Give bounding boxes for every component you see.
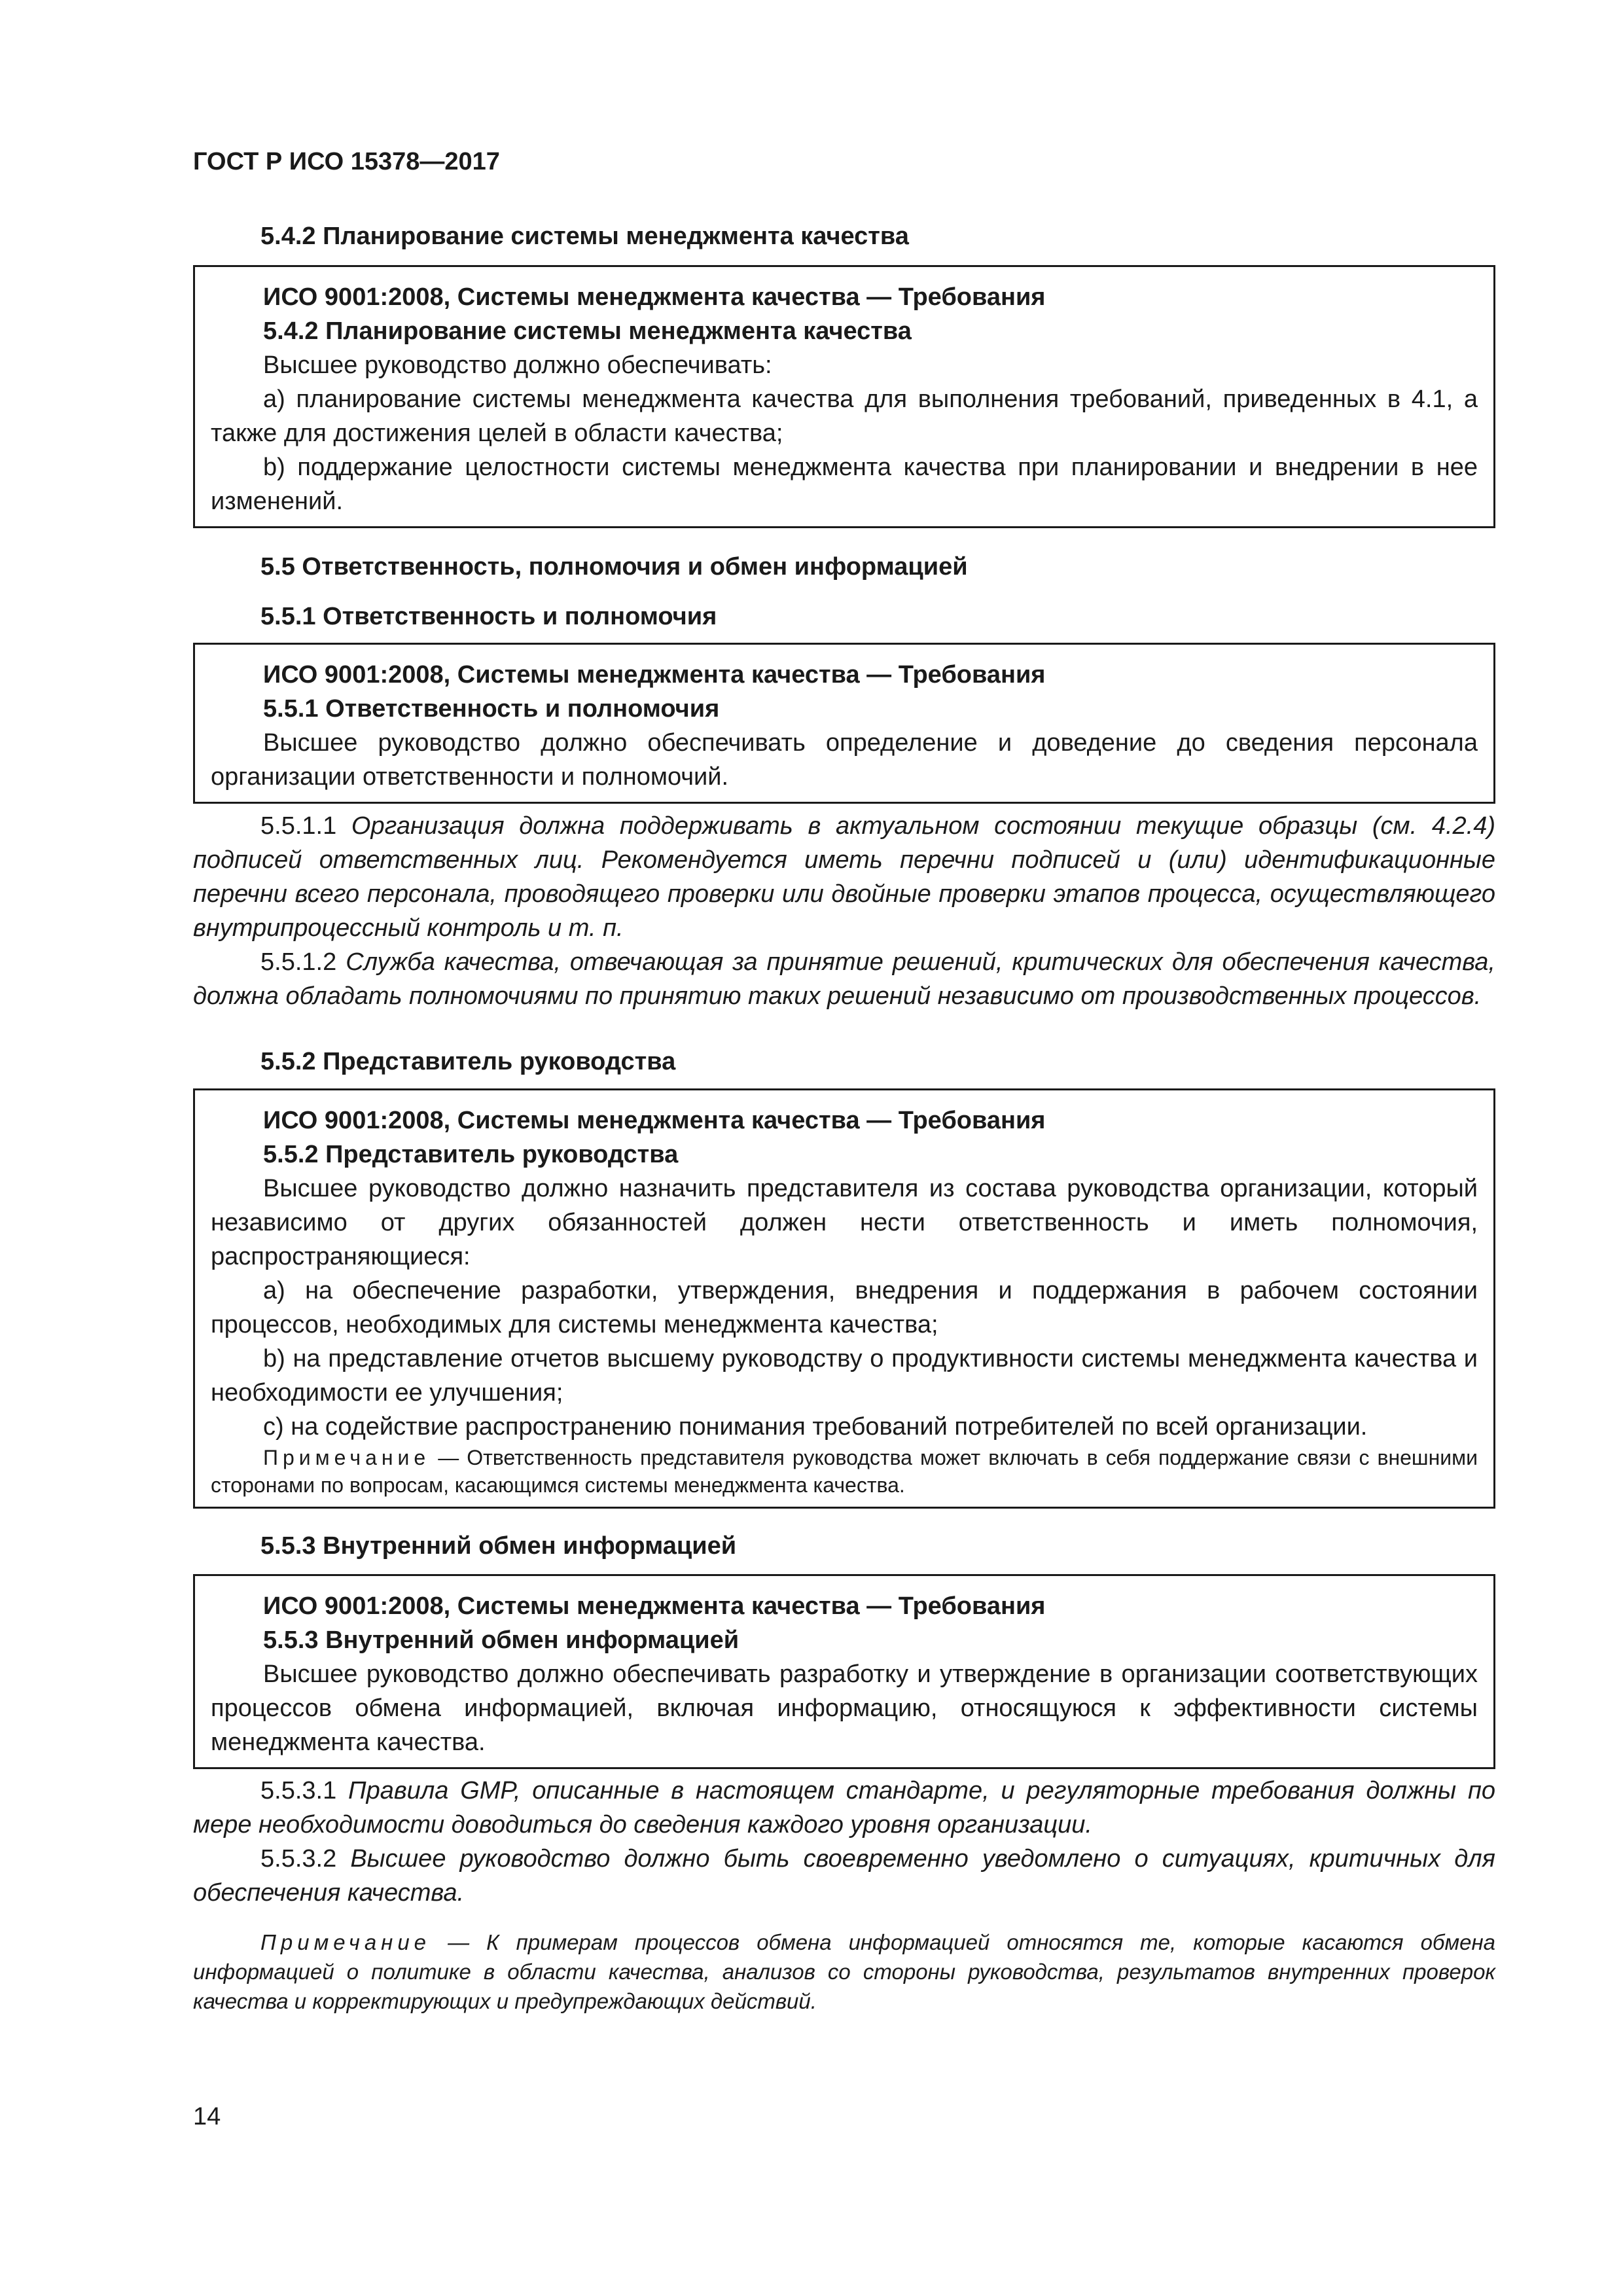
box-item: b) поддержание целостности системы менеджмента качества при планировании и внедрении в нее изменений.: [211, 454, 1478, 515]
quote-box-5-5-1: [193, 643, 1495, 804]
quote-box-5-5-2: [193, 1088, 1495, 1509]
section-heading: 5.5 Ответственность, полномочия и обмен информацией: [260, 553, 968, 581]
box-title: ИСО 9001:2008, Системы менеджмента качества — Требования: [263, 1592, 1046, 1620]
section-5-5-2: [193, 1045, 1495, 1079]
section-5-5-3: [193, 1529, 1495, 1563]
box-item: а) планирование системы менеджмента качества для выполнения требований, приведенных в 4.1, а также для достижения целей в области качества;: [211, 386, 1478, 447]
section-5-5: [193, 550, 1495, 584]
paragraph-text: Организация должна поддерживать в актуальном состоянии текущие образцы (см. 4.2.4) подписей ответственных лиц. Рекомендуется иметь перечни подписей и (или) идентификационные перечни всего персонала, проводящего проверки или двойные проверки этапов процесса, осуществляющего внутрипроцессный контроль и т. п.: [193, 812, 1495, 942]
document-header: ГОСТ Р ИСО 15378—2017: [193, 148, 500, 175]
section-heading: 5.5.1 Ответственность и полномочия: [260, 603, 717, 630]
paragraph-text: Высшее руководство должно быть своевременно уведомлено о ситуациях, критичных для обеспечения качества.: [193, 1845, 1495, 1907]
box-text: Высшее руководство должно обеспечивать определение и доведение до сведения персонала организации ответственности и полномочий.: [211, 729, 1478, 791]
quote-box: [193, 1574, 1495, 1769]
quote-box: [193, 643, 1495, 804]
note-text: — Ответственность представителя руководства может включать в себя поддержание связи с внешними сторонами по вопросам, касающимся системы менеджмента качества.: [211, 1446, 1478, 1497]
section-heading: 5.4.2 Планирование системы менеджмента качества: [260, 223, 909, 250]
note-label: Примечание: [260, 1930, 431, 1954]
note-text: — К примерам процессов обмена информацией относятся те, которые касаются обмена информацией о политике в области качества, анализов со стороны руководства, результатов внутренних проверок качества и корректирующих и предупреждающих действий.: [193, 1930, 1495, 2013]
quote-box-5-4-2: [193, 265, 1495, 528]
box-text: Высшее руководство должно назначить представителя из состава руководства организации, который независимо от других обязанностей должен нести ответственность и иметь полномочия, распространяющиеся:: [211, 1175, 1478, 1270]
paragraph-number: 5.5.1.2: [260, 948, 337, 976]
section-heading: 5.5.3 Внутренний обмен информацией: [260, 1532, 737, 1560]
box-item: b) на представление отчетов высшему руководству о продуктивности системы менеджмента качества и необходимости ее улучшения;: [211, 1345, 1478, 1407]
paragraph-number: 5.5.1.1: [260, 812, 337, 840]
page-number: 14: [193, 2103, 221, 2130]
box-title: ИСО 9001:2008, Системы менеджмента качества — Требования: [263, 1107, 1046, 1134]
paragraph-number: 5.5.3.2: [260, 1845, 337, 1873]
box-subtitle: 5.5.2 Представитель руководства: [263, 1141, 679, 1168]
box-note: [211, 1444, 1478, 1499]
section-heading: 5.5.2 Представитель руководства: [260, 1048, 676, 1075]
section-5-4-2: [193, 219, 1495, 253]
paragraph-5-5-1-2: [193, 945, 1495, 1013]
box-item: а) на обеспечение разработки, утверждения, внедрения и поддержания в рабочем состоянии процессов, необходимых для системы менеджмента качества;: [211, 1277, 1478, 1338]
paragraphs-5-5-3: [193, 1774, 1495, 1910]
paragraph-number: 5.5.3.1: [260, 1777, 337, 1804]
box-subtitle: 5.5.3 Внутренний обмен информацией: [263, 1626, 740, 1654]
box-subtitle: 5.4.2 Планирование системы менеджмента качества: [263, 317, 912, 345]
paragraph-5-5-3-1: [193, 1774, 1495, 1842]
paragraph-text: Служба качества, отвечающая за принятие решений, критических для обеспечения качества, должна обладать полномочиями по принятию таких решений независимо от производственных процессов.: [193, 948, 1495, 1010]
section-5-5-1: [193, 600, 1495, 634]
paragraph-5-5-1-1: [193, 809, 1495, 945]
box-title: ИСО 9001:2008, Системы менеджмента качества — Требования: [263, 661, 1046, 689]
box-text: Высшее руководство должно обеспечивать разработку и утверждение в организации соответствующих процессов обмена информацией, включая информацию, относящуюся к эффективности системы менеджмента качества.: [211, 1660, 1478, 1756]
paragraphs-5-5-1: [193, 809, 1495, 1013]
box-item: с) на содействие распространению понимания требований потребителей по всей организации.: [263, 1413, 1368, 1441]
paragraph-text: Правила GMP, описанные в настоящем стандарте, и регуляторные требования должны по мере необходимости доводиться до сведения каждого уровня организации.: [193, 1777, 1495, 1839]
box-text: Высшее руководство должно обеспечивать:: [263, 351, 772, 379]
paragraph-5-5-3-2: [193, 1842, 1495, 1910]
quote-box: [193, 1088, 1495, 1509]
box-subtitle: 5.5.1 Ответственность и полномочия: [263, 695, 720, 723]
box-title: ИСО 9001:2008, Системы менеджмента качества — Требования: [263, 283, 1046, 311]
note-label: Примечание: [263, 1446, 431, 1469]
quote-box-5-5-3: [193, 1574, 1495, 1769]
note-5-5-3: [193, 1928, 1495, 2016]
paragraph-note: [193, 1928, 1495, 2016]
quote-box: [193, 265, 1495, 528]
